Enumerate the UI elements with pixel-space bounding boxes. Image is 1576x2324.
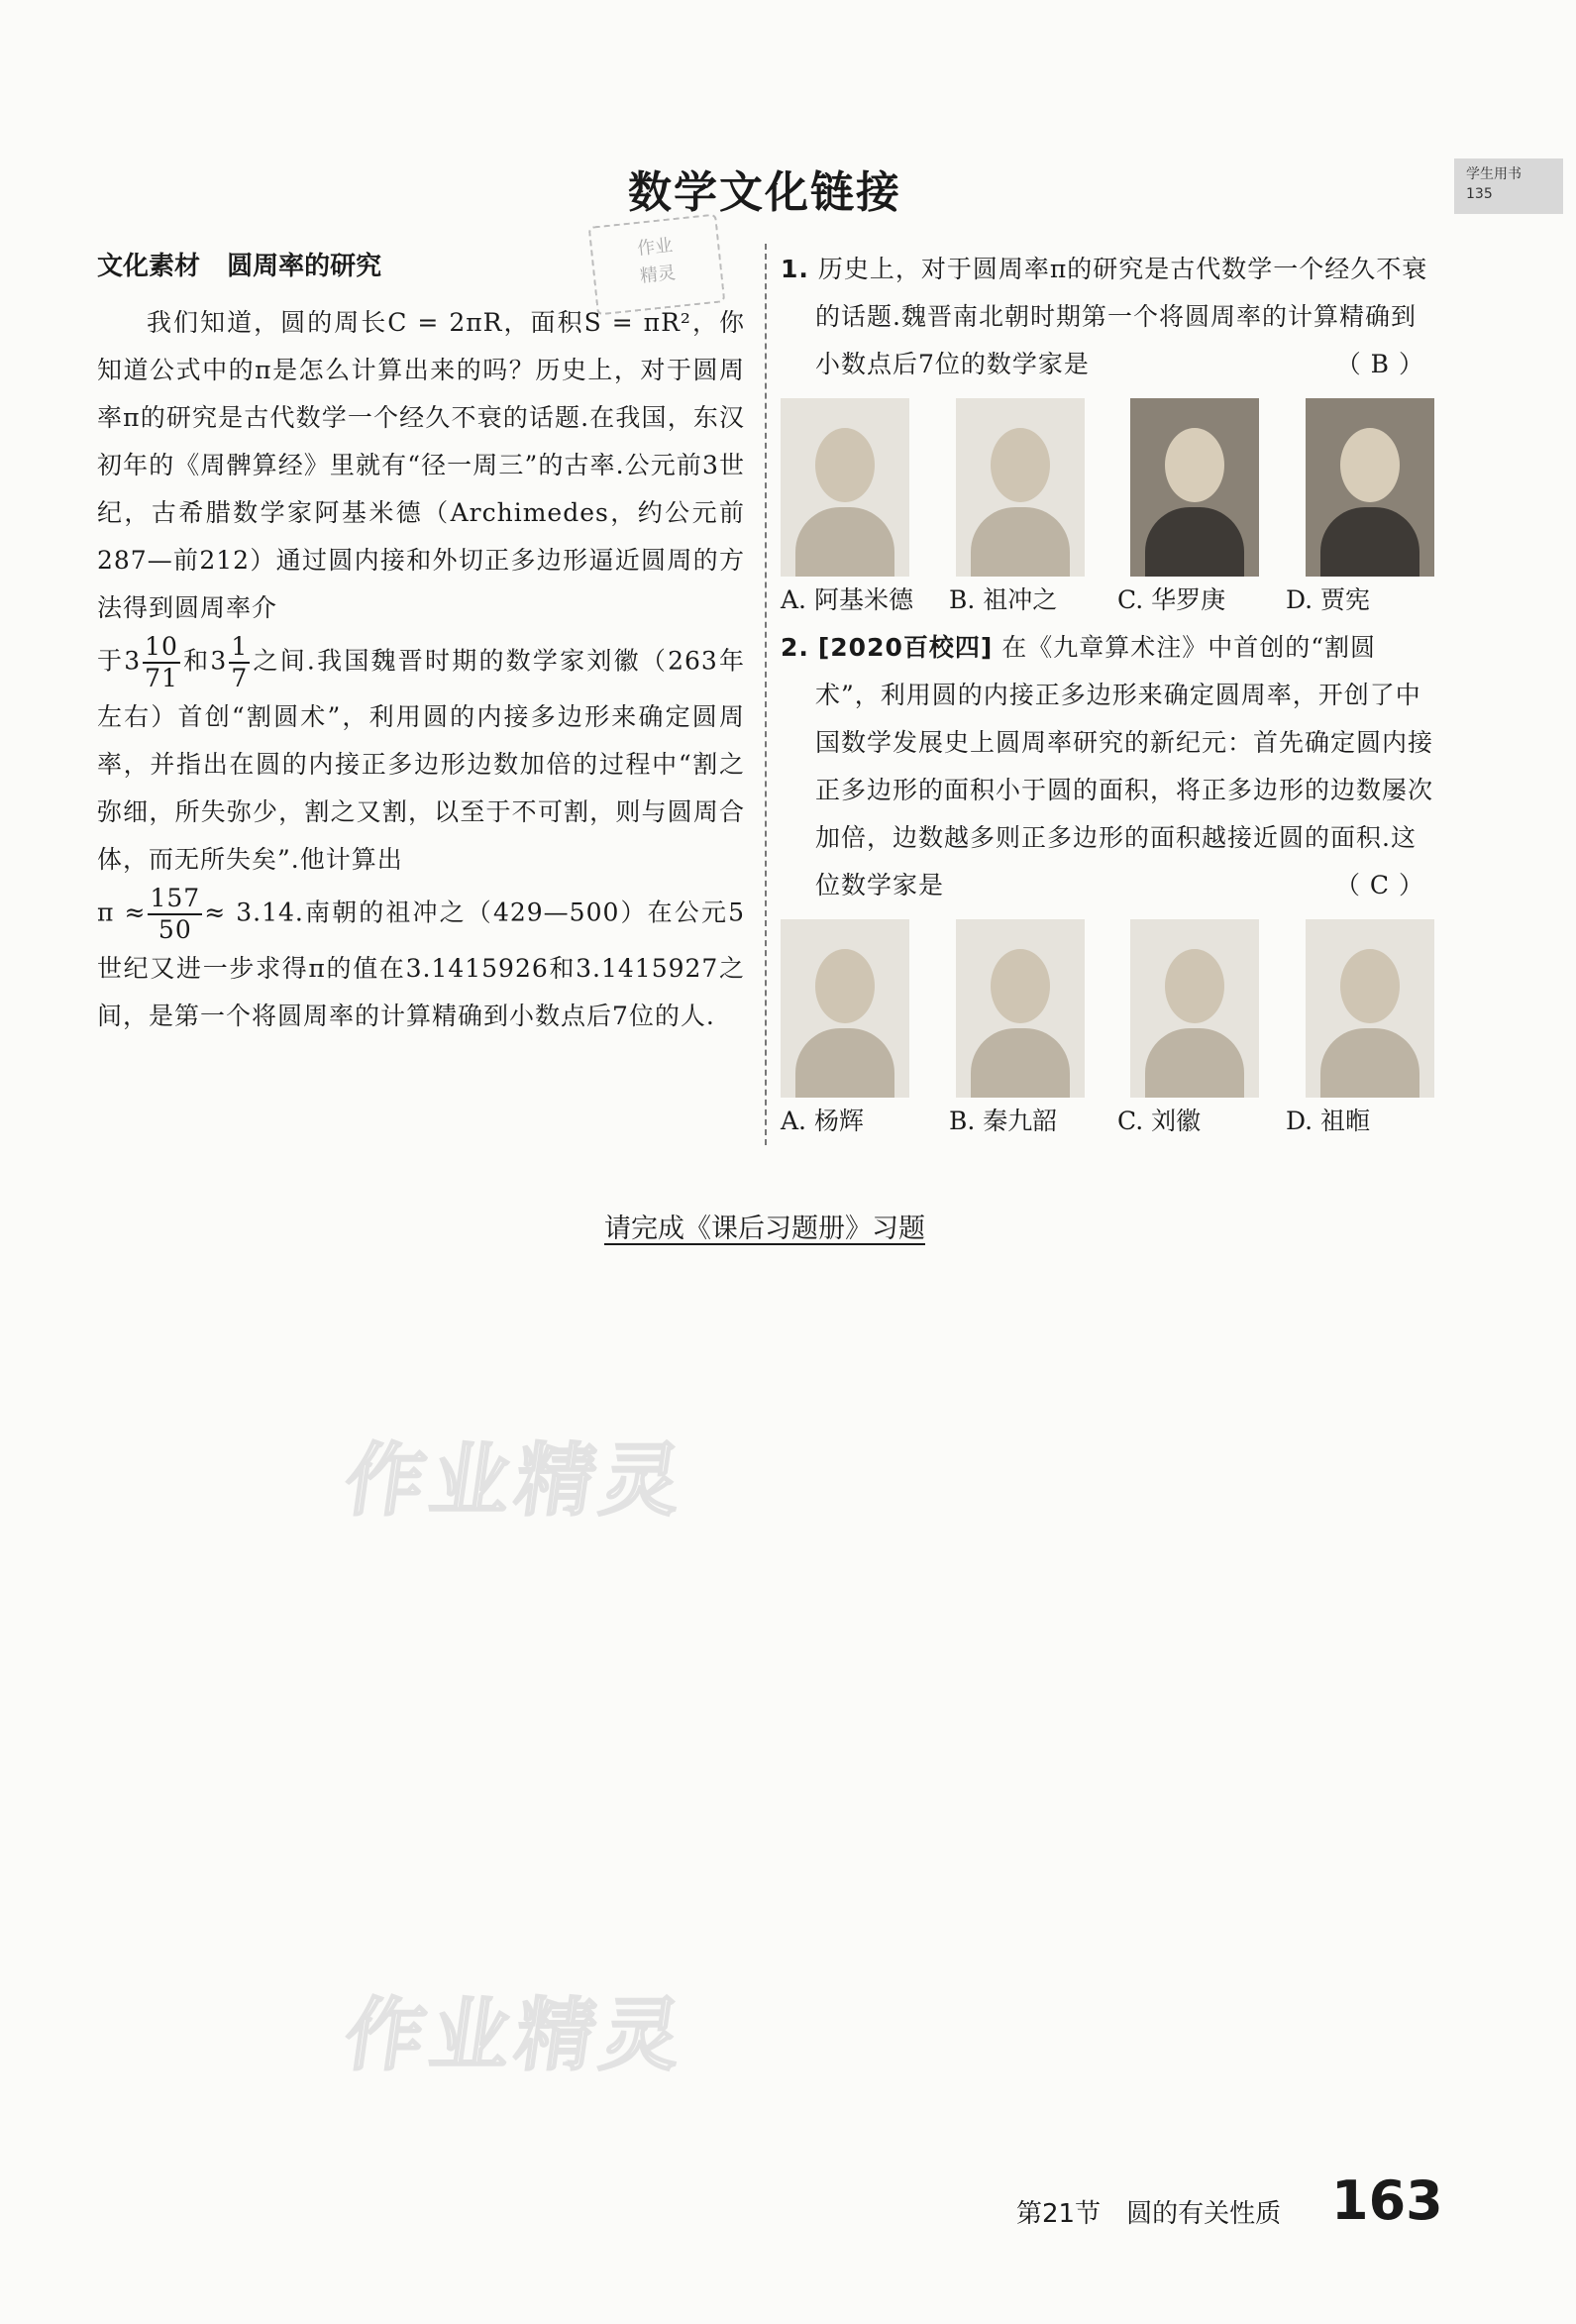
portrait-zu-geng [1306,919,1434,1098]
option-b: B. 秦九韶 [949,1107,1058,1135]
option-a: A. 杨辉 [781,1107,864,1135]
portrait-row-1 [781,398,1434,577]
portrait-row-2 [781,919,1434,1098]
page-number: 163 [1331,2169,1443,2232]
option-row-1 [781,581,1434,620]
left-column [97,246,745,1040]
portrait-archimedes [781,398,909,577]
right-column [781,246,1434,1141]
paragraph-1: 我们知道，圆的周长C = 2πR，面积S = πR²，你知道公式中的π是怎么计算出来的吗？历史上，对于圆周率π的研究是古代数学一个经久不衰的话题.在我国，东汉初年的《周髀算经》里就有“径一周三”的古率.公元前3世纪，古希腊数学家阿基米德（Archimedes，约公元前287—前212）通过圆内接和外切正多边形逼近圆周的方法得到圆周率介 [97,308,745,622]
fraction-10-71: $\frac{10}{71}$ [145,632,178,692]
option-b: B. 祖冲之 [949,585,1058,614]
option-d: D. 贾宪 [1286,585,1371,614]
option-c: C. 刘徽 [1117,1107,1202,1135]
portrait-qin-jiushao [956,919,1085,1098]
question-number: 1. [781,255,809,283]
watermark-text: 作业精灵 [339,1989,693,2081]
portrait-liu-hui [1130,919,1259,1098]
side-tab-label: 学生用书 [1466,166,1522,182]
column-divider [765,244,767,1145]
option-c: C. 华罗庚 [1117,585,1226,614]
question-text: 历史上，对于圆周率π的研究是古代数学一个经久不衰的话题.魏晋南北朝时期第一个将圆周率的计算精确到小数点后7位的数学家是 [815,255,1428,378]
watermark-text: 作业精灵 [339,1434,693,1527]
option-a: A. 阿基米德 [781,585,913,614]
exercise-link[interactable]: 请完成《课后习题册》习题 [604,1214,925,1244]
paragraph-2: 于3 $\frac{10}{71}$ 和3 $\frac{1}{7}$ 之间.我国魏晋时期的数学家刘徽（263年左右）首创“割圆术”，利用圆的内接多边形来确定圆周率，并指出在圆的内接正多边形边数加倍的过程中“割之弥细，所失弥少，割之又割，以至于不可割，则与圆周合体，而无所失矣”.他计算出 [97,632,746,874]
answer-choice: （ C ） [1334,871,1424,899]
fraction-157-50: $\frac{157}{50}$ [150,884,201,944]
portrait-yang-hui [781,919,909,1098]
watermark-stamp: 作业 精灵 [588,213,726,315]
option-d: D. 祖暅 [1286,1107,1371,1135]
option-row-2 [781,1102,1434,1141]
question-text: 在《九章算术注》中首创的“割圆术”，利用圆的内接正多边形来确定圆周率，开创了中国数学发展史上圆周率研究的新纪元：首先确定圆内接正多边形的面积小于圆的面积，将正多边形的边数屡次加倍，边数越多则正多边形的面积越接近圆的面积.这位数学家是 [815,633,1434,899]
page-title: 数学文化链接 [628,167,901,218]
portrait-jia-xian [1306,398,1434,577]
paragraph-3: π ≈ $\frac{157}{50}$ ≈ 3.14.南朝的祖冲之（429—500）在公元5世纪又进一步求得π的值在3.1415926和3.1415927之间，是第一个将圆周率的计算精确到小数点后7位的人. [97,884,745,1030]
answer-choice: （ B ） [1335,350,1424,378]
section-heading [97,246,745,281]
portrait-hua-luogeng [1130,398,1259,577]
fraction-1-7: $\frac{1}{7}$ [231,632,249,692]
question-number: 2. [781,633,809,662]
side-tab [1454,158,1563,214]
heading-label: 文化素材 [97,252,201,281]
portrait-zu-chongzhi [956,398,1085,577]
question-tag: [2020百校四] [817,633,994,662]
question-1 [781,246,1434,620]
section-label: 第21节 圆的有关性质 [1016,2199,1282,2229]
side-tab-number: 135 [1466,186,1493,202]
question-2 [781,624,1434,1141]
heading-title: 圆周率的研究 [227,252,382,281]
